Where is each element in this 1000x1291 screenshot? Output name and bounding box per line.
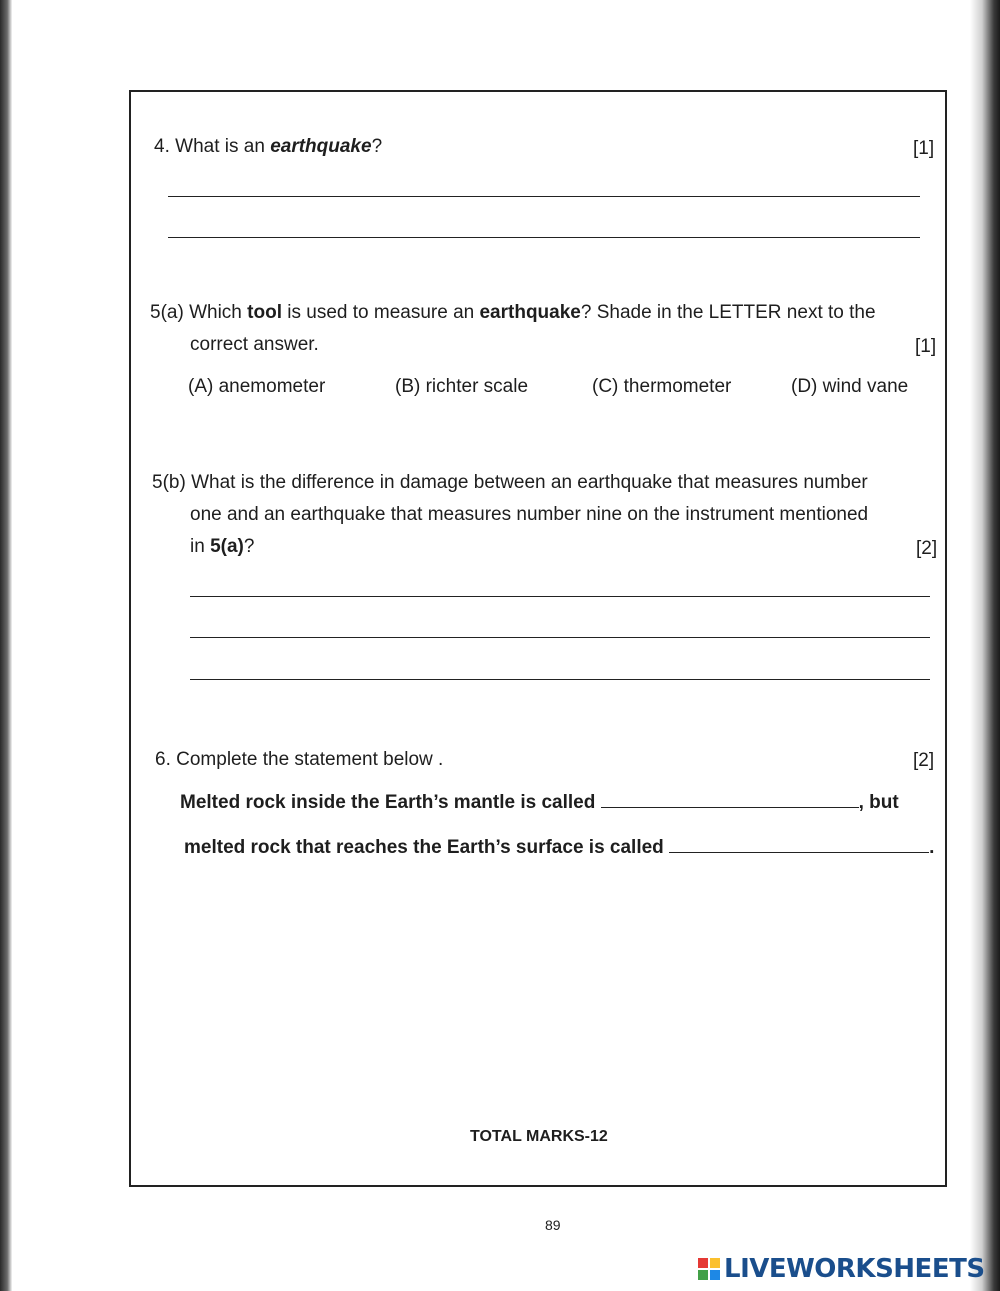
answer-line-5b-3[interactable] bbox=[190, 679, 930, 680]
page-number: 89 bbox=[545, 1217, 561, 1233]
scan-shadow-left bbox=[0, 0, 12, 1291]
liveworksheets-logo-icon bbox=[698, 1258, 720, 1280]
question-5b-line2: one and an earthquake that measures number nine on the instrument mentioned bbox=[190, 504, 869, 525]
question-6-text: 6. Complete the statement below . bbox=[155, 749, 444, 770]
option-b[interactable]: (B) richter scale bbox=[395, 376, 529, 397]
blank-mantle-rock[interactable] bbox=[601, 791, 859, 808]
question-5a-line2: correct answer. bbox=[190, 334, 319, 355]
liveworksheets-watermark bbox=[698, 1254, 985, 1284]
question-5b-line3: in 5(a)? bbox=[190, 536, 255, 557]
option-a[interactable]: (A) anemometer bbox=[188, 376, 326, 397]
question-5a-marks: [1] bbox=[915, 336, 937, 357]
question-6-marks: [2] bbox=[913, 750, 935, 771]
statement-line-1: Melted rock inside the Earth’s mantle is called , but bbox=[180, 792, 899, 813]
total-marks: TOTAL MARKS-12 bbox=[470, 1128, 608, 1145]
blank-surface-rock[interactable] bbox=[669, 836, 929, 853]
option-c[interactable]: (C) thermometer bbox=[592, 376, 732, 397]
scan-shadow-right bbox=[970, 0, 1000, 1291]
statement-line-2: melted rock that reaches the Earth’s surface is called . bbox=[184, 837, 935, 858]
question-5b-marks: [2] bbox=[916, 538, 938, 559]
answer-line-5b-2[interactable] bbox=[190, 637, 930, 638]
brand-name: LIVEWORKSHEETS bbox=[724, 1254, 985, 1284]
answer-line-4-1[interactable] bbox=[168, 196, 920, 197]
option-d[interactable]: (D) wind vane bbox=[791, 376, 909, 397]
answer-line-5b-1[interactable] bbox=[190, 596, 930, 597]
question-5b-line1: 5(b) What is the difference in damage between an earthquake that measures number bbox=[152, 472, 868, 493]
question-4-text: 4. What is an earthquake? bbox=[154, 136, 383, 157]
question-4-marks: [1] bbox=[913, 138, 935, 159]
answer-line-4-2[interactable] bbox=[168, 237, 920, 238]
question-5a-text: 5(a) Which tool is used to measure an earthquake? Shade in the LETTER next to the bbox=[150, 302, 876, 323]
question-frame bbox=[129, 90, 947, 1187]
